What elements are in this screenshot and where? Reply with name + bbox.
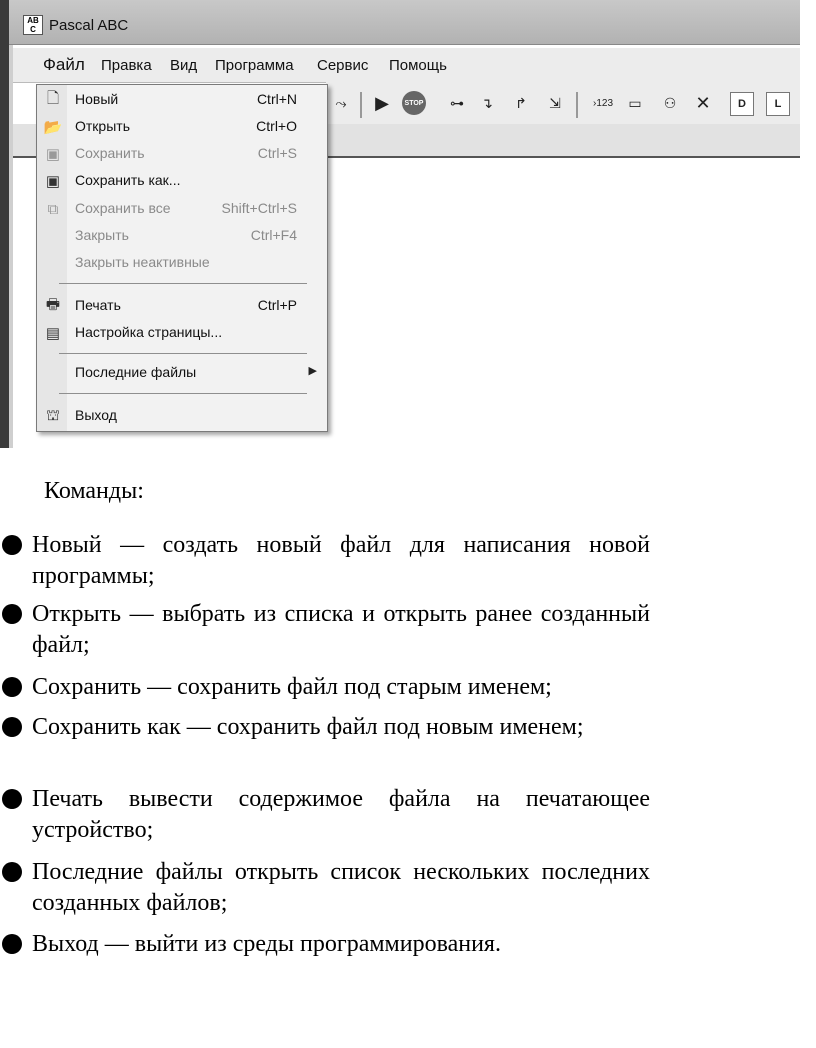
submenu-arrow-icon: ▶ [308,365,317,377]
file-menu-item-exit[interactable] [37,403,327,429]
menu-bar [13,48,800,83]
menu-item-label: Новый [75,91,119,107]
toolbar-separator [360,92,362,118]
menu-separator [59,283,307,284]
menu-item-label: Закрыть неактивные [75,254,210,270]
open-folder-icon: 📂 [43,119,63,136]
stop-icon[interactable]: STOP [402,91,426,115]
menu-item-shortcut: Shift+Ctrl+S [221,200,297,216]
step-out-icon[interactable]: ↱ [515,94,527,111]
bullet-icon [2,604,22,624]
delete-watch-icon[interactable]: ✕ [695,92,711,113]
debug-d-icon[interactable]: D [730,92,754,116]
debug-l-icon[interactable]: L [766,92,790,116]
bullet-icon [2,862,22,882]
new-file-icon: 🗋 [46,89,60,107]
menu-item-label: Открыть [75,118,130,134]
file-menu-item-page-setup[interactable] [37,320,327,346]
command-text: Выход — выйти из среды программирования. [32,931,501,957]
command-item [0,712,650,743]
file-menu-item-close[interactable] [37,223,327,249]
menu-separator [59,353,307,354]
menu-item-label: Закрыть [75,227,129,243]
title-bar [9,0,800,45]
menu-item-label: Сохранить все [75,200,171,216]
redo-icon[interactable]: ⤳ [335,94,347,111]
save-all-icon: ⧉ [47,200,59,218]
toolbar [326,82,800,124]
exit-icon: ⛫ [46,406,60,424]
menu-program[interactable]: Программа [215,57,294,74]
step-into-icon[interactable]: ↴ [481,94,493,111]
command-item [0,672,650,703]
window-title: Pascal ABC [49,17,129,34]
save-icon: ▣ [45,146,61,163]
menu-item-shortcut: Ctrl+P [257,297,297,313]
menu-item-label: Настройка страницы... [75,324,223,340]
bullet-icon [2,934,22,954]
watch-icon[interactable]: ⚇ [663,94,677,111]
command-text: Печать вывести содержимое файла на печатающее устройство; [32,786,650,843]
evaluate-icon[interactable]: ›123 [592,97,613,109]
bullet-icon [2,535,22,555]
window-icon[interactable]: ▭ [628,94,642,111]
menu-item-shortcut: Ctrl+O [256,118,297,134]
menu-item-label: Печать [75,297,121,313]
commands-heading: Команды: [44,478,144,504]
menu-item-shortcut: Ctrl+S [257,145,297,161]
toolbar-separator [576,92,578,118]
menu-view[interactable]: Вид [170,57,198,74]
menu-help[interactable]: Помощь [389,57,447,74]
save-as-icon: ▣ [45,173,61,190]
command-text: Открыть — выбрать из списка и открыть ранее созданный файл; [32,601,650,658]
file-menu-item-open[interactable] [37,114,327,140]
menu-item-label: Сохранить как... [75,172,181,188]
menu-item-shortcut: Ctrl+F4 [250,227,297,243]
command-text: Сохранить как — сохранить файл под новым именем; [32,714,584,740]
bullet-icon [2,789,22,809]
menu-separator [59,393,307,394]
file-menu-item-print[interactable] [37,293,327,319]
command-text: Последние файлы открыть список нескольких последних созданных файлов; [32,859,650,916]
step-over-icon[interactable]: ⊶ [450,94,464,111]
printer-icon: 🖶 [45,295,61,313]
menu-service[interactable]: Сервис [317,57,369,74]
file-menu-item-new[interactable] [37,87,327,113]
command-text: Сохранить — сохранить файл под старым именем; [32,674,552,700]
command-item [0,599,650,661]
menu-item-label: Последние файлы [75,364,197,380]
bullet-icon [2,717,22,737]
file-menu-item-save-as[interactable] [37,168,327,194]
file-menu-dropdown [36,84,328,432]
file-menu-item-close-inactive[interactable] [37,250,327,276]
page-setup-icon: ▤ [45,325,61,342]
run-icon[interactable]: ▶ [375,92,389,113]
menu-item-label: Сохранить [75,145,145,161]
file-menu-item-save-all[interactable] [37,196,327,222]
command-item [0,530,650,592]
file-menu-item-recent-files[interactable] [37,360,327,386]
menu-edit[interactable]: Правка [101,57,152,74]
pascal-abc-window [0,0,800,448]
command-item [0,857,650,919]
goto-cursor-icon[interactable]: ⇲ [549,94,561,111]
menu-item-shortcut: Ctrl+N [256,91,297,107]
command-text: Новый — создать новый файл для написания новой программы; [32,532,650,589]
pascal-abc-icon: AB C [23,15,43,35]
file-menu-item-save[interactable] [37,141,327,167]
command-item [0,929,650,960]
menu-item-label: Выход [75,407,117,423]
command-item [0,784,650,846]
bullet-icon [2,677,22,697]
window-left-edge [0,0,9,448]
menu-file[interactable]: Файл [43,55,85,74]
